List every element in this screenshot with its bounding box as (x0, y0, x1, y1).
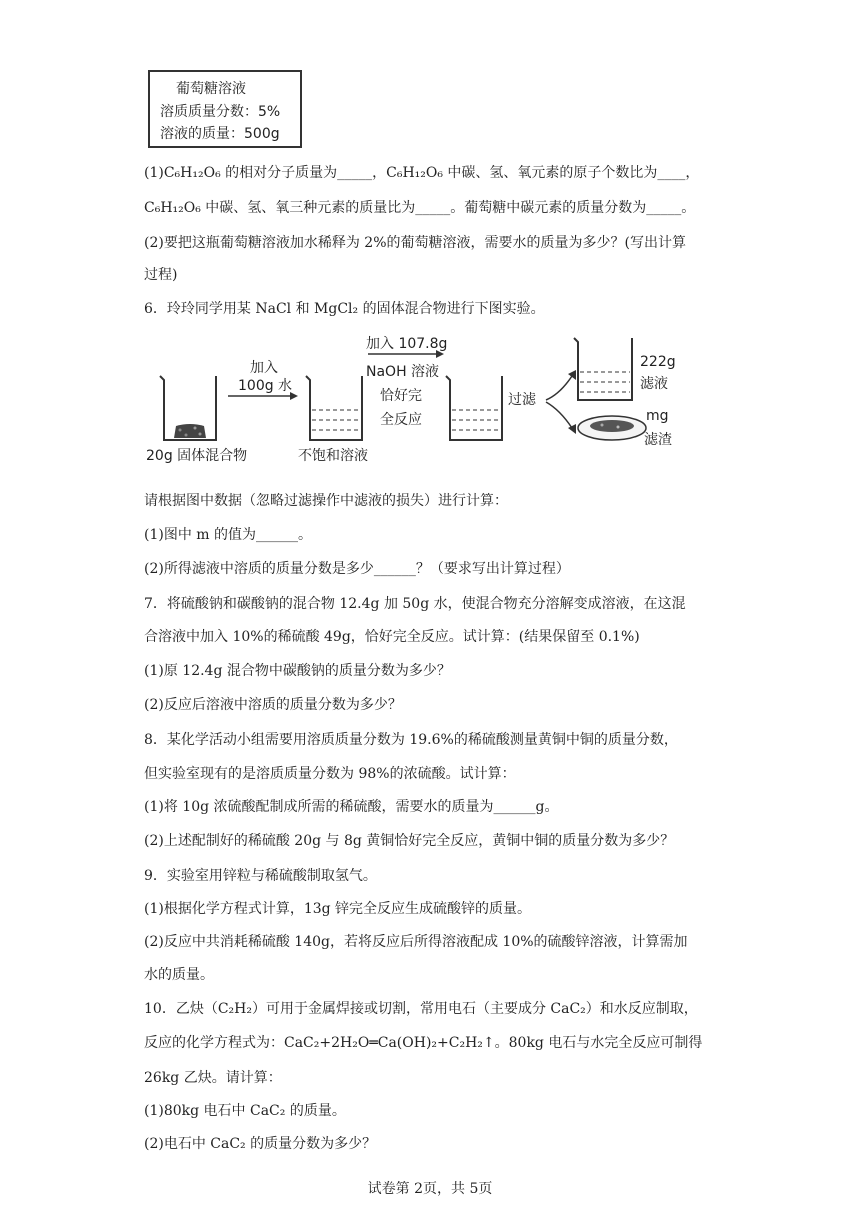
q6-instruction: 请根据图中数据（忽略过滤操作中滤液的损失）进行计算： (144, 493, 508, 509)
beaker-reacted-icon (446, 376, 502, 440)
q10-part1: (1)80kg 电石中 CaC₂ 的质量。 (144, 1103, 346, 1119)
arrow2-line2: NaOH 溶液 (366, 364, 440, 380)
unsaturated-solution-label: 不饱和溶液 (298, 448, 368, 464)
q10-stem-line1: 10．乙炔（C₂H₂）可用于金属焊接或切割，常用电石（主要成分 CaC₂）和水反应制取， (144, 1001, 698, 1017)
q10-stem-line3: 26kg 乙炔。请计算： (144, 1070, 282, 1086)
q8-part1: (1)将 10g 浓硫酸配制成所需的稀硫酸，需要水的质量为______g。 (144, 799, 559, 815)
page-footer: 试卷第 2页，共 5页 (367, 1181, 493, 1197)
q5-part1-line2: C₆H₁₂O₆ 中碳、氢、氧三种元素的质量比为_____。葡萄糖中碳元素的质量分数为_____。 (144, 200, 696, 216)
q9-part1: (1)根据化学方程式计算，13g 锌完全反应生成硫酸锌的质量。 (144, 901, 532, 917)
q6-part2: (2)所得滤液中溶质的质量分数是多少______？（要求写出计算过程） (144, 561, 570, 577)
q5-part1-line1: (1)C₆H₁₂O₆ 的相对分子质量为_____，C₆H₁₂O₆ 中碳、氢、氧元素的原子个数比为____， (144, 165, 700, 181)
q8-stem-line1: 8．某化学活动小组需要用溶质质量分数为 19.6%的稀硫酸测量黄铜中铜的质量分数， (144, 732, 678, 748)
residue-label: 滤渣 (644, 432, 672, 448)
q6-stem: 6．玲玲同学用某 NaCl 和 MgCl₂ 的固体混合物进行下图实验。 (144, 301, 545, 317)
label-concentration: 溶质质量分数：5% (160, 104, 281, 120)
label-mass: 溶液的质量：500g (160, 126, 280, 142)
arrow2-line1: 加入 107.8g (366, 336, 448, 352)
arrow-to-filtrate (546, 376, 572, 400)
q8-part2: (2)上述配制好的稀硫酸 20g 与 8g 黄铜恰好完全反应，黄铜中铜的质量分数为多少？ (144, 833, 675, 849)
q6-part1: (1)图中 m 的值为______。 (144, 527, 313, 543)
q7-stem-line2: 合溶液中加入 10%的稀硫酸 49g，恰好完全反应。试计算：(结果保留至 0.1%) (144, 629, 640, 645)
q9-part2-line2: 水的质量。 (144, 967, 214, 983)
experiment-diagram (140, 330, 700, 470)
solid-mixture-label: 20g 固体混合物 (146, 448, 248, 464)
q5-part2-line1: (2)要把这瓶葡萄糖溶液加水稀释为 2%的葡萄糖溶液，需要水的质量为多少？(写出计算 (144, 235, 686, 251)
filter-label: 过滤 (508, 392, 536, 408)
arrow1-top-label: 加入 (250, 360, 278, 376)
glucose-label-box (148, 70, 302, 148)
arrow1-bottom-label: 100g 水 (238, 378, 293, 394)
q5-part2-line2: 过程) (144, 267, 178, 283)
q7-part1: (1)原 12.4g 混合物中碳酸钠的质量分数为多少？ (144, 663, 451, 679)
label-title: 葡萄糖溶液 (176, 81, 246, 97)
q7-part2: (2)反应后溶液中溶质的质量分数为多少？ (144, 697, 402, 713)
arrow-to-residue (546, 402, 572, 428)
q10-part2: (2)电石中 CaC₂ 的质量分数为多少？ (144, 1136, 377, 1152)
arrow2-line3: 恰好完 (380, 388, 422, 404)
beaker-filtrate-icon (574, 338, 632, 400)
filtrate-mass: 222g (640, 354, 676, 370)
q8-stem-line2: 但实验室现有的是溶质质量分数为 98%的浓硫酸。试计算： (144, 766, 516, 782)
q9-stem: 9．实验室用锌粒与稀硫酸制取氢气。 (144, 868, 377, 884)
filtrate-label: 滤液 (640, 376, 668, 392)
q7-stem-line1: 7．将硫酸钠和碳酸钠的混合物 12.4g 加 50g 水，使混合物充分溶解变成溶液，在这混 (144, 596, 686, 612)
dish-residue-icon (578, 416, 646, 440)
arrow2-line4: 全反应 (380, 412, 422, 428)
q10-stem-line2: 反应的化学方程式为：CaC₂+2H₂O═Ca(OH)₂+C₂H₂↑。80kg 电石与水完全反应可制得 (144, 1035, 703, 1051)
beaker-solid-icon (160, 376, 216, 440)
beaker-solution-icon (306, 376, 362, 440)
residue-mass: mg (646, 408, 669, 424)
q9-part2-line1: (2)反应中共消耗稀硫酸 140g，若将反应后所得溶液配成 10%的硫酸锌溶液，计算需加 (144, 934, 688, 950)
